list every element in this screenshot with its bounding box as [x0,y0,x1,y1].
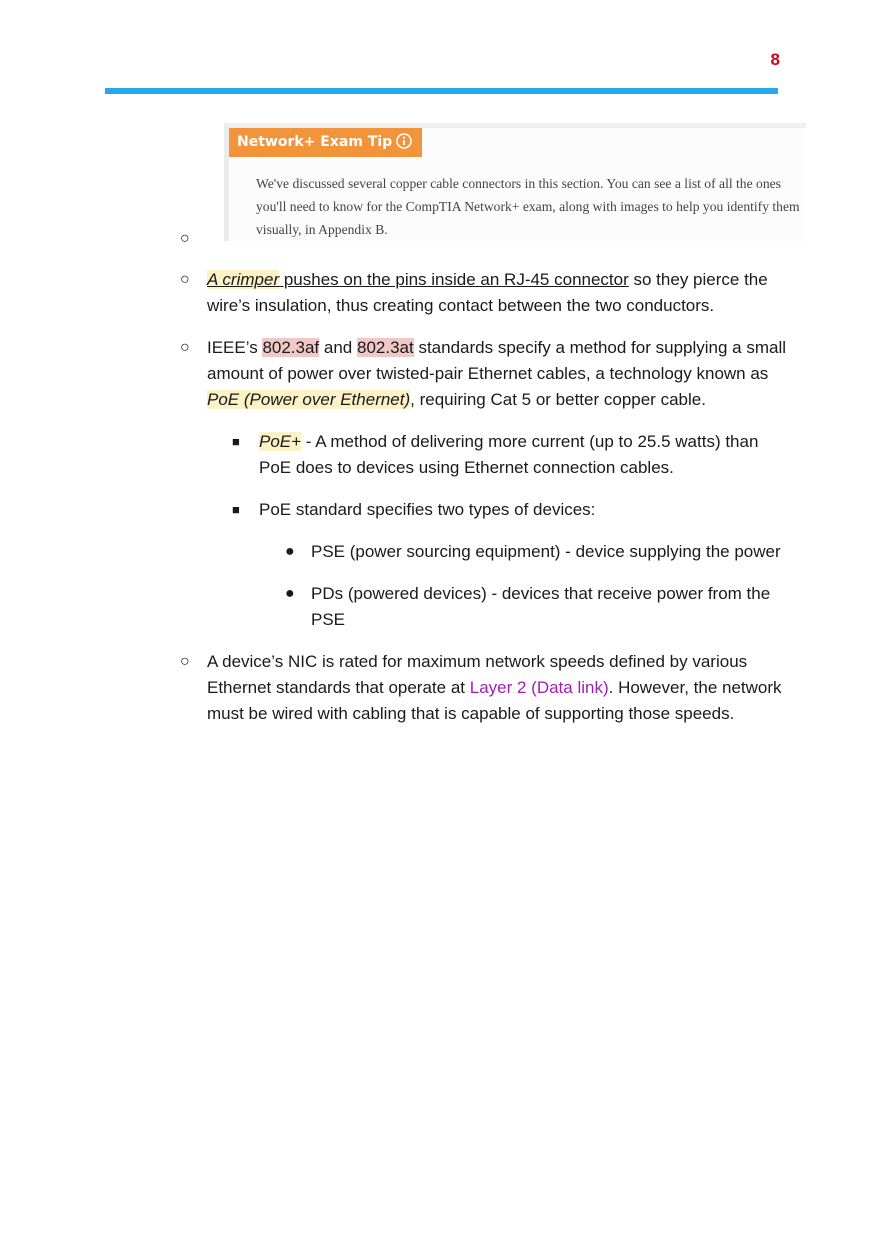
standard-802-3at: 802.3at [356,338,414,357]
ieee-text-4: , requiring Cat 5 or better copper cable. [410,390,706,409]
exam-tip-badge-label: Network+ Exam Tip [237,134,393,150]
notes-list [178,226,788,727]
crimper-term: A crimper [207,270,280,289]
crimper-underlined-text: pushes on the pins inside an RJ-45 connector [279,270,629,289]
hollow-bullet: ○ [180,653,190,670]
list-item-empty [178,226,788,252]
poe-term: PoE (Power over Ethernet) [207,390,411,409]
list-item-pse [178,539,788,565]
poe-plus-text: - A method of delivering more current (up to 25.5 watts) than PoE does to devices using Ethernet connection cables. [259,432,759,477]
square-bullet: ■ [232,502,240,517]
info-icon [396,133,412,149]
list-item-pds [178,581,788,633]
standard-802-3af: 802.3af [262,338,320,357]
ieee-text-2: and [319,338,357,357]
exam-tip-badge [229,128,422,157]
exam-tip-text: We've discussed several copper cable connectors in this section. You can see a list of all the ones you'll need to know for the CompTIA Network+ exam, along with images to help you identify them visually, in Appendix B. [256,176,800,237]
page-number: 8 [770,50,780,69]
crimper-text: so they pierce the wire’s insulation, thus creating contact between the two conductors. [207,270,768,315]
layer-2-link[interactable]: Layer 2 (Data link) [469,678,609,697]
square-bullet: ■ [232,434,240,449]
pse-text: PSE (power sourcing equipment) - device supplying the power [311,542,781,561]
hollow-bullet: ○ [180,339,190,356]
ieee-text-3: standards specify a method for supplying a small amount of power over twisted-pair Ethernet cables, a technology known as [207,338,787,383]
solid-bullet: ● [285,543,295,560]
nic-text-1: A device’s NIC is rated for maximum network speeds defined by various Ethernet standards that operate at [207,652,748,697]
list-item-nic [178,649,788,727]
pds-text: PDs (powered devices) - devices that receive power from the PSE [311,584,771,629]
poe-standard-text: PoE standard specifies two types of devices: [259,500,596,519]
exam-tip-image [224,123,806,241]
list-item-poe-standard [178,497,788,523]
nic-text-2: . However, the network must be wired with cabling that is capable of supporting those speeds. [207,678,782,723]
hollow-bullet: ○ [180,271,190,288]
list-item-ieee [178,335,788,413]
ieee-text-1: IEEE’s [207,338,263,357]
hollow-bullet: ○ [180,230,190,247]
list-item-crimper [178,267,788,319]
header-rule [105,88,778,94]
list-item-poe-plus [178,429,788,481]
poe-plus-term: PoE+ [259,432,302,451]
solid-bullet: ● [285,585,295,602]
